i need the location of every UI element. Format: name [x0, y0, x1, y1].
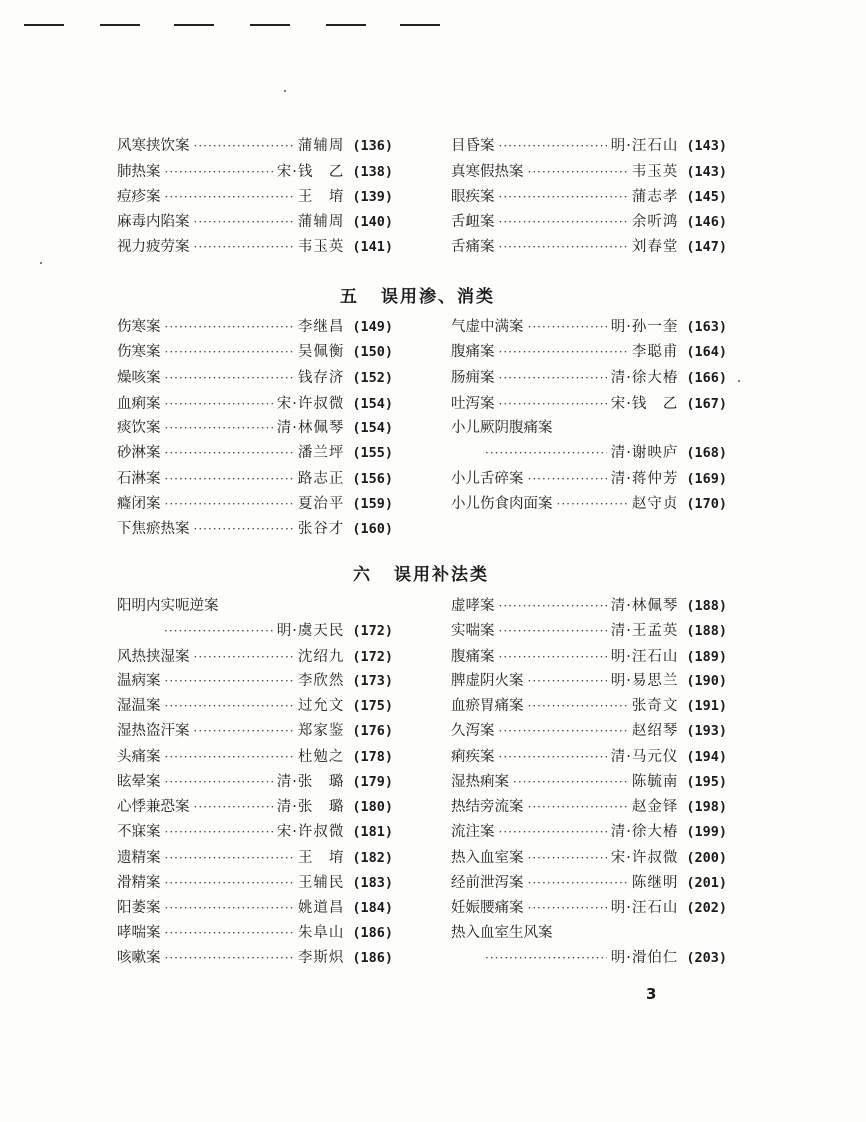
toc-entry[interactable]	[451, 594, 727, 618]
header-dash	[400, 24, 440, 26]
entry-page: (143)	[686, 164, 727, 180]
entry-page: (200)	[686, 850, 727, 866]
entry-author: 宋·钱 乙	[610, 396, 679, 412]
entry-page: (195)	[686, 774, 727, 790]
toc-entry[interactable]	[117, 946, 393, 970]
toc-entry[interactable]	[451, 770, 727, 794]
toc-entry[interactable]	[117, 160, 393, 184]
leader-dots	[165, 846, 294, 870]
toc-entry[interactable]	[451, 340, 727, 364]
entry-author: 朱阜山	[297, 925, 345, 941]
entry-title: 石淋案	[117, 471, 161, 487]
leader-dots	[165, 392, 273, 416]
entry-title: 痰饮案	[117, 420, 161, 436]
entry-page: (179)	[352, 774, 393, 790]
toc-entry[interactable]	[451, 871, 727, 895]
entry-title: 小儿厥阴腹痛案	[451, 420, 553, 436]
entry-author: 清·徐大椿	[610, 370, 679, 386]
toc-entry[interactable]	[451, 896, 727, 920]
entry-page: (186)	[352, 950, 393, 966]
entry-author: 王辅民	[297, 875, 345, 891]
entry-page: (160)	[352, 521, 393, 537]
toc-entry[interactable]	[117, 392, 393, 416]
section-title: 误用补法类	[394, 565, 489, 585]
toc-entry[interactable]	[451, 694, 727, 718]
toc-entry[interactable]	[117, 134, 393, 158]
section-heading	[340, 282, 495, 307]
entry-page: (190)	[686, 673, 727, 689]
entry-author: 清·王孟英	[610, 623, 679, 639]
toc-entry[interactable]	[117, 492, 393, 516]
entry-page: (141)	[352, 239, 393, 255]
section-heading	[353, 560, 489, 585]
entry-author: 姚道昌	[297, 900, 345, 916]
toc-entry[interactable]	[451, 795, 727, 819]
entry-author: 赵绍琴	[631, 723, 679, 739]
toc-entry-title-line[interactable]	[451, 416, 553, 440]
leader-dots	[165, 160, 273, 184]
leader-dots	[165, 694, 294, 718]
entry-page: (175)	[352, 698, 393, 714]
entry-page: (184)	[352, 900, 393, 916]
entry-author: 郑家鉴	[297, 723, 345, 739]
entry-page: (170)	[686, 496, 727, 512]
entry-author: 钱存济	[297, 370, 345, 386]
entry-page: (164)	[686, 344, 727, 360]
entry-title: 妊娠腰痛案	[451, 900, 524, 916]
entry-page: (199)	[686, 824, 727, 840]
leader-dots	[165, 467, 294, 491]
toc-entry[interactable]	[451, 210, 727, 234]
entry-author: 明·易思兰	[610, 673, 679, 689]
leader-dots	[499, 820, 607, 844]
toc-entry[interactable]	[117, 340, 393, 364]
toc-entry[interactable]	[451, 745, 727, 769]
entry-title: 麻毒内陷案	[117, 214, 190, 230]
toc-entry[interactable]	[451, 645, 727, 669]
entry-page: (166)	[686, 370, 727, 386]
entry-page: (163)	[686, 319, 727, 335]
header-dash	[24, 24, 64, 26]
leader-dots	[165, 441, 294, 465]
entry-author: 赵守贞	[631, 496, 679, 512]
entry-title: 伤寒案	[117, 319, 161, 335]
entry-page: (155)	[352, 445, 393, 461]
toc-entry[interactable]	[117, 846, 393, 870]
leader-dots	[499, 745, 607, 769]
toc-entry[interactable]	[117, 416, 393, 440]
toc-entry-continuation[interactable]	[481, 441, 727, 465]
entry-author: 陈继明	[631, 875, 679, 891]
entry-title: 血瘀胃痛案	[451, 698, 524, 714]
entry-author: 宋·钱 乙	[276, 164, 345, 180]
entry-page: (194)	[686, 749, 727, 765]
entry-title: 虚哮案	[451, 598, 495, 614]
entry-title: 哮喘案	[117, 925, 161, 941]
leader-dots	[165, 921, 294, 945]
toc-entry[interactable]	[451, 846, 727, 870]
toc-entry-continuation[interactable]	[481, 946, 727, 970]
toc-entry[interactable]	[117, 669, 393, 693]
entry-author: 沈绍九	[297, 649, 345, 665]
entry-title: 痢疾案	[451, 749, 495, 765]
entry-author: 潘兰坪	[297, 445, 345, 461]
entry-page: (188)	[686, 623, 727, 639]
toc-entry[interactable]	[451, 719, 727, 743]
toc-entry[interactable]	[117, 770, 393, 794]
entry-title: 不寐案	[117, 824, 161, 840]
entry-title: 伤寒案	[117, 344, 161, 360]
entry-author: 王 堉	[297, 850, 345, 866]
leader-dots	[528, 669, 607, 693]
entry-page: (189)	[686, 649, 727, 665]
entry-author: 清·张 璐	[276, 774, 345, 790]
leader-dots	[499, 392, 607, 416]
entry-author: 蒲辅周	[297, 138, 345, 154]
toc-entry[interactable]	[117, 795, 393, 819]
entry-title: 咳嗽案	[117, 950, 161, 966]
entry-author: 明·滑伯仁	[610, 950, 679, 966]
leader-dots	[499, 366, 607, 390]
toc-entry[interactable]	[451, 366, 727, 390]
entry-title: 实喘案	[451, 623, 495, 639]
entry-page: (152)	[352, 370, 393, 386]
entry-title: 腹痛案	[451, 649, 495, 665]
toc-entry[interactable]	[451, 492, 727, 516]
entry-author: 明·孙一奎	[610, 319, 679, 335]
leader-dots	[165, 416, 273, 440]
entry-title: 眼疾案	[451, 189, 495, 205]
leader-dots	[528, 315, 607, 339]
leader-dots	[499, 594, 607, 618]
entry-author: 赵金铎	[631, 799, 679, 815]
entry-page: (188)	[686, 598, 727, 614]
entry-page: (176)	[352, 723, 393, 739]
leader-dots	[194, 517, 294, 541]
toc-entry[interactable]	[451, 820, 727, 844]
toc-entry[interactable]	[117, 921, 393, 945]
entry-author: 李聪甫	[631, 344, 679, 360]
entry-author: 明·虞天民	[276, 623, 345, 639]
toc-entry-title-line[interactable]	[451, 921, 553, 945]
leader-dots	[528, 795, 628, 819]
entry-author: 路志正	[297, 471, 345, 487]
entry-title: 热结旁流案	[451, 799, 524, 815]
toc-entry[interactable]	[117, 210, 393, 234]
entry-author: 清·徐大椿	[610, 824, 679, 840]
entry-author: 蒲辅周	[297, 214, 345, 230]
entry-page: (138)	[352, 164, 393, 180]
leader-dots	[499, 235, 628, 259]
entry-title: 肺热案	[117, 164, 161, 180]
leader-dots	[528, 694, 628, 718]
toc-entry[interactable]	[117, 719, 393, 743]
entry-author: 宋·许叔微	[610, 850, 679, 866]
entry-title: 血痢案	[117, 396, 161, 412]
leader-dots	[485, 946, 607, 970]
leader-dots	[499, 134, 607, 158]
scan-speck	[40, 262, 42, 264]
entry-title: 滑精案	[117, 875, 161, 891]
entry-page: (139)	[352, 189, 393, 205]
section-title: 误用渗、消类	[381, 287, 495, 307]
entry-page: (146)	[686, 214, 727, 230]
entry-author: 刘春堂	[631, 239, 679, 255]
leader-dots	[528, 896, 607, 920]
leader-dots	[165, 770, 273, 794]
leader-dots	[165, 820, 273, 844]
leader-dots	[165, 366, 294, 390]
entry-page: (180)	[352, 799, 393, 815]
leader-dots	[165, 896, 294, 920]
entry-title: 湿温案	[117, 698, 161, 714]
entry-author: 吴佩衡	[297, 344, 345, 360]
leader-dots	[528, 160, 628, 184]
header-dash	[100, 24, 140, 26]
entry-page: (183)	[352, 875, 393, 891]
entry-title: 下焦瘀热案	[117, 521, 190, 537]
entry-author: 过允文	[297, 698, 345, 714]
entry-title: 热入血室生风案	[451, 925, 553, 941]
entry-author: 王 堉	[297, 189, 345, 205]
entry-title: 阳萎案	[117, 900, 161, 916]
entry-page: (191)	[686, 698, 727, 714]
leader-dots	[165, 492, 294, 516]
entry-title: 头痛案	[117, 749, 161, 765]
toc-entry[interactable]	[117, 315, 393, 339]
entry-page: (145)	[686, 189, 727, 205]
entry-title: 眩晕案	[117, 774, 161, 790]
toc-entry[interactable]	[451, 669, 727, 693]
leader-dots	[528, 846, 607, 870]
leader-dots	[165, 745, 294, 769]
section-number: 六	[353, 565, 372, 585]
entry-page: (149)	[352, 319, 393, 335]
entry-title: 气虚中满案	[451, 319, 524, 335]
leader-dots	[194, 210, 294, 234]
entry-page: (167)	[686, 396, 727, 412]
entry-author: 杜勉之	[297, 749, 345, 765]
section-number: 五	[340, 287, 359, 307]
leader-dots	[499, 719, 628, 743]
entry-author: 明·汪石山	[610, 138, 679, 154]
entry-page: (202)	[686, 900, 727, 916]
entry-title: 脾虚阴火案	[451, 673, 524, 689]
toc-entry[interactable]	[451, 185, 727, 209]
entry-title: 流注案	[451, 824, 495, 840]
toc-entry[interactable]	[117, 871, 393, 895]
entry-page: (172)	[352, 623, 393, 639]
entry-page: (182)	[352, 850, 393, 866]
leader-dots	[499, 185, 628, 209]
entry-author: 清·张 璐	[276, 799, 345, 815]
entry-page: (143)	[686, 138, 727, 154]
entry-title: 腹痛案	[451, 344, 495, 360]
entry-author: 蒲志孝	[631, 189, 679, 205]
entry-page: (140)	[352, 214, 393, 230]
scan-speck	[738, 380, 740, 382]
toc-entry[interactable]	[451, 392, 727, 416]
leader-dots	[165, 340, 294, 364]
entry-author: 李斯炽	[297, 950, 345, 966]
entry-author: 清·谢映庐	[610, 445, 679, 461]
entry-page: (173)	[352, 673, 393, 689]
entry-title: 目昏案	[451, 138, 495, 154]
entry-title: 遗精案	[117, 850, 161, 866]
entry-author: 陈毓南	[631, 774, 679, 790]
toc-entry[interactable]	[117, 694, 393, 718]
toc-entry[interactable]	[117, 896, 393, 920]
entry-author: 清·林佩琴	[276, 420, 345, 436]
entry-author: 宋·许叔微	[276, 824, 345, 840]
leader-dots	[557, 492, 628, 516]
toc-entry[interactable]	[451, 235, 727, 259]
toc-entry[interactable]	[451, 160, 727, 184]
leader-dots	[165, 315, 294, 339]
entry-page: (178)	[352, 749, 393, 765]
entry-page: (136)	[352, 138, 393, 154]
entry-page: (201)	[686, 875, 727, 891]
entry-title: 风寒挟饮案	[117, 138, 190, 154]
entry-page: (154)	[352, 420, 393, 436]
toc-entry-title-line[interactable]	[117, 594, 219, 618]
entry-author: 清·蒋仲芳	[610, 471, 679, 487]
leader-dots	[499, 619, 607, 643]
entry-title: 舌衄案	[451, 214, 495, 230]
entry-page: (147)	[686, 239, 727, 255]
entry-page: (150)	[352, 344, 393, 360]
toc-entry[interactable]	[117, 235, 393, 259]
leader-dots	[165, 946, 294, 970]
leader-dots	[194, 645, 294, 669]
entry-title: 久泻案	[451, 723, 495, 739]
leader-dots	[165, 185, 294, 209]
entry-author: 明·汪石山	[610, 900, 679, 916]
header-dash	[174, 24, 214, 26]
entry-author: 韦玉英	[297, 239, 345, 255]
entry-title: 视力疲劳案	[117, 239, 190, 255]
toc-entry[interactable]	[451, 467, 727, 491]
entry-title: 湿热盗汗案	[117, 723, 190, 739]
entry-title: 癃闭案	[117, 496, 161, 512]
toc-entry[interactable]	[117, 820, 393, 844]
entry-author: 清·马元仪	[610, 749, 679, 765]
entry-page: (198)	[686, 799, 727, 815]
scan-speck	[284, 90, 286, 92]
entry-author: 清·林佩琴	[610, 598, 679, 614]
entry-title: 小儿伤食肉面案	[451, 496, 553, 512]
entry-title: 心悸兼恐案	[117, 799, 190, 815]
entry-title: 痘疹案	[117, 189, 161, 205]
leader-dots	[499, 210, 628, 234]
entry-page: (168)	[686, 445, 727, 461]
entry-author: 韦玉英	[631, 164, 679, 180]
toc-entry[interactable]	[117, 185, 393, 209]
entry-title: 肠痈案	[451, 370, 495, 386]
leader-dots	[194, 235, 294, 259]
toc-entry[interactable]	[117, 745, 393, 769]
entry-title: 砂淋案	[117, 445, 161, 461]
leader-dots	[499, 340, 628, 364]
entry-author: 张谷才	[297, 521, 345, 537]
entry-author: 宋·许叔微	[276, 396, 345, 412]
entry-author: 明·汪石山	[610, 649, 679, 665]
toc-entry[interactable]	[117, 366, 393, 390]
toc-entry[interactable]	[451, 619, 727, 643]
entry-author: 李欣然	[297, 673, 345, 689]
entry-title: 热入血室案	[451, 850, 524, 866]
leader-dots	[528, 871, 628, 895]
leader-dots	[499, 645, 607, 669]
entry-title: 舌痛案	[451, 239, 495, 255]
entry-title: 真寒假热案	[451, 164, 524, 180]
header-rule	[24, 24, 444, 28]
entry-title: 吐泻案	[451, 396, 495, 412]
entry-page: (203)	[686, 950, 727, 966]
entry-title: 燥咳案	[117, 370, 161, 386]
toc-entry[interactable]	[451, 134, 727, 158]
leader-dots	[513, 770, 628, 794]
toc-entry-continuation[interactable]	[160, 619, 393, 643]
toc-entry[interactable]	[117, 517, 393, 541]
entry-title: 风热挟湿案	[117, 649, 190, 665]
entry-page: (159)	[352, 496, 393, 512]
entry-author: 夏治平	[297, 496, 345, 512]
header-dash	[326, 24, 366, 26]
entry-author: 李继昌	[297, 319, 345, 335]
entry-title: 小儿舌碎案	[451, 471, 524, 487]
entry-page: (186)	[352, 925, 393, 941]
entry-title: 经前泄泻案	[451, 875, 524, 891]
entry-title: 温病案	[117, 673, 161, 689]
entry-author: 余听鸿	[631, 214, 679, 230]
entry-title: 阳明内实呃逆案	[117, 598, 219, 614]
header-dash	[250, 24, 290, 26]
entry-page: (172)	[352, 649, 393, 665]
entry-page: (154)	[352, 396, 393, 412]
leader-dots	[194, 719, 294, 743]
page-number: 3	[646, 985, 657, 1003]
toc-entry[interactable]	[117, 467, 393, 491]
leader-dots	[165, 871, 294, 895]
entry-page: (193)	[686, 723, 727, 739]
leader-dots	[485, 441, 607, 465]
toc-entry[interactable]	[117, 441, 393, 465]
entry-page: (181)	[352, 824, 393, 840]
entry-page: (156)	[352, 471, 393, 487]
leader-dots	[194, 134, 294, 158]
toc-entry[interactable]	[451, 315, 727, 339]
entry-page: (169)	[686, 471, 727, 487]
leader-dots	[528, 467, 607, 491]
leader-dots	[194, 795, 273, 819]
entry-title: 湿热痢案	[451, 774, 509, 790]
entry-author: 张奇文	[631, 698, 679, 714]
leader-dots	[165, 669, 294, 693]
toc-entry[interactable]	[117, 645, 393, 669]
leader-dots	[164, 619, 273, 643]
